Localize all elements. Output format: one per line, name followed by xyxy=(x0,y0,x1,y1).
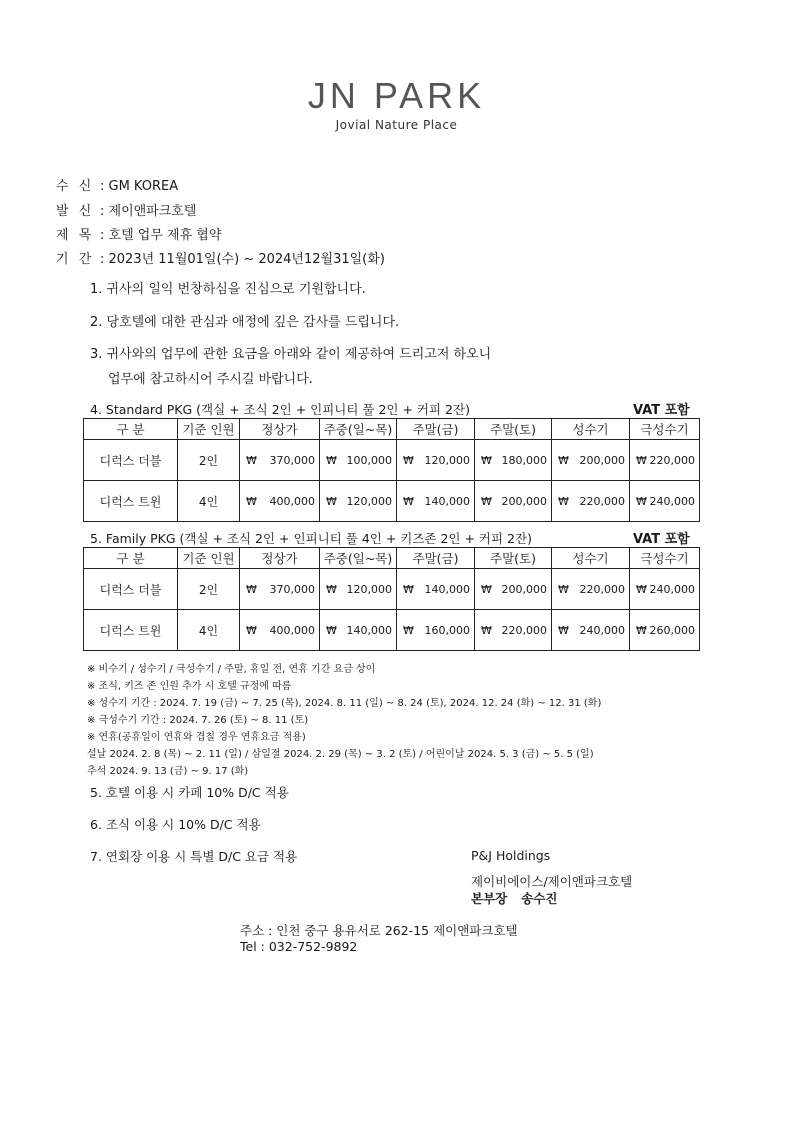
price-value: 370,000 xyxy=(269,453,315,467)
price-value: 160,000 xyxy=(424,623,470,637)
price-value: 400,000 xyxy=(269,494,315,508)
table-header-row xyxy=(84,419,700,440)
price-cell xyxy=(475,481,552,522)
room-type: 디럭스 트윈 xyxy=(84,610,178,651)
signature-title: 본부장 xyxy=(471,891,508,906)
currency-symbol: ₩ xyxy=(481,453,492,467)
price-value: 260,000 xyxy=(649,623,695,637)
price-value: 220,000 xyxy=(501,623,547,637)
price-cell xyxy=(240,481,320,522)
currency-symbol: ₩ xyxy=(326,623,337,637)
price-cell xyxy=(397,440,475,481)
price-value: 240,000 xyxy=(579,623,625,637)
price-value: 120,000 xyxy=(346,582,392,596)
package-title: 4. Standard PKG (객실 + 조식 2인 + 인피니티 풀 2인 + 커피 2잔) xyxy=(90,402,470,417)
price-cell xyxy=(552,610,630,651)
header-value: : 제이앤파크호텔 xyxy=(100,204,197,219)
vat-label: VAT 포함 xyxy=(633,403,690,418)
price-value: 220,000 xyxy=(579,582,625,596)
currency-symbol: ₩ xyxy=(481,623,492,637)
capacity: 2인 xyxy=(178,569,240,610)
header-key: 제 목 xyxy=(56,228,95,243)
currency-symbol: ₩ xyxy=(558,494,569,508)
price-cell xyxy=(397,569,475,610)
price-cell xyxy=(320,481,397,522)
header-key: 수 신 xyxy=(56,179,95,194)
paragraph-3-continued: 업무에 참고하시어 주시길 바랍니다. xyxy=(108,372,313,387)
price-cell xyxy=(240,569,320,610)
currency-symbol: ₩ xyxy=(403,623,414,637)
capacity: 2인 xyxy=(178,440,240,481)
item-6: 6. 조식 이용 시 10% D/C 적용 xyxy=(90,817,261,832)
col-header: 주말(금) xyxy=(397,419,475,440)
currency-symbol: ₩ xyxy=(636,623,647,637)
price-value: 240,000 xyxy=(649,494,695,508)
price-value: 400,000 xyxy=(269,623,315,637)
header-period xyxy=(56,248,385,267)
header-recipient xyxy=(56,175,178,194)
note-line: ※ 성수기 기간 : 2024. 7. 19 (금) ~ 7. 25 (목), 2024. 8. 11 (일) ~ 8. 24 (토), 2024. 12. 24 (화) ~ 12. 31 (화) xyxy=(87,698,602,709)
currency-symbol: ₩ xyxy=(558,453,569,467)
note-line: 설날 2024. 2. 8 (목) ~ 2. 11 (일) / 삼일절 2024. 2. 29 (목) ~ 3. 2 (토) / 어린이날 2024. 5. 3 (금) ~ 5. 5 (일) xyxy=(87,749,594,760)
price-cell xyxy=(397,481,475,522)
note-line: ※ 비수기 / 성수기 / 극성수기 / 주말, 휴일 전, 연휴 기간 요금 상이 xyxy=(87,664,376,675)
paragraph-3: 3. 귀사와의 업무에 관한 요금을 아래와 같이 제공하여 드리고저 하오니 xyxy=(90,347,492,362)
header-value: : 호텔 업무 제휴 협약 xyxy=(100,228,222,243)
currency-symbol: ₩ xyxy=(636,582,647,596)
item-5: 5. 호텔 이용 시 카페 10% D/C 적용 xyxy=(90,785,289,800)
room-type: 디럭스 더블 xyxy=(84,569,178,610)
price-cell xyxy=(320,569,397,610)
header-key: 기 간 xyxy=(56,252,95,267)
price-cell xyxy=(475,610,552,651)
header-value: : 2023년 11월01일(수) ~ 2024년12월31일(화) xyxy=(100,252,385,267)
col-header: 성수기 xyxy=(552,419,630,440)
price-value: 200,000 xyxy=(501,582,547,596)
currency-symbol: ₩ xyxy=(403,494,414,508)
telephone-line: Tel : 032-752-9892 xyxy=(240,939,358,954)
currency-symbol: ₩ xyxy=(326,494,337,508)
price-value: 220,000 xyxy=(579,494,625,508)
address-line: 주소 : 인천 중구 용유서로 262-15 제이앤파크호텔 xyxy=(240,923,518,938)
paragraph-1: 1. 귀사의 일익 번창하심을 진심으로 기원합니다. xyxy=(90,282,366,297)
col-header: 주말(토) xyxy=(475,548,552,569)
rate-table-family xyxy=(83,547,700,651)
currency-symbol: ₩ xyxy=(326,582,337,596)
header-key: 발 신 xyxy=(56,204,95,219)
price-value: 180,000 xyxy=(501,453,547,467)
col-header: 기준 인원 xyxy=(178,548,240,569)
table-row xyxy=(84,610,700,651)
package-title: 5. Family PKG (객실 + 조식 2인 + 인피니티 풀 4인 + 키즈존 2인 + 커피 2잔) xyxy=(90,531,532,546)
price-cell xyxy=(475,569,552,610)
col-header: 정상가 xyxy=(240,548,320,569)
price-value: 140,000 xyxy=(346,623,392,637)
col-header: 주말(금) xyxy=(397,548,475,569)
price-cell xyxy=(240,610,320,651)
price-cell xyxy=(320,440,397,481)
price-cell xyxy=(630,610,700,651)
logo-wordmark: JN PARK xyxy=(307,75,486,116)
vat-label: VAT 포함 xyxy=(633,532,690,547)
item-7: 7. 연회장 이용 시 특별 D/C 요금 적용 xyxy=(90,849,298,864)
col-header: 정상가 xyxy=(240,419,320,440)
header-value: : GM KOREA xyxy=(100,179,179,194)
price-value: 240,000 xyxy=(649,582,695,596)
note-line: ※ 극성수기 기간 : 2024. 7. 26 (토) ~ 8. 11 (토) xyxy=(87,715,309,726)
col-header: 성수기 xyxy=(552,548,630,569)
price-cell xyxy=(397,610,475,651)
col-header: 기준 인원 xyxy=(178,419,240,440)
price-value: 200,000 xyxy=(501,494,547,508)
currency-symbol: ₩ xyxy=(481,494,492,508)
logo xyxy=(0,76,793,132)
price-value: 140,000 xyxy=(424,494,470,508)
price-value: 370,000 xyxy=(269,582,315,596)
currency-symbol: ₩ xyxy=(246,582,257,596)
col-header: 주말(토) xyxy=(475,419,552,440)
price-cell xyxy=(630,569,700,610)
currency-symbol: ₩ xyxy=(403,453,414,467)
capacity: 4인 xyxy=(178,610,240,651)
currency-symbol: ₩ xyxy=(326,453,337,467)
price-value: 120,000 xyxy=(346,494,392,508)
price-cell xyxy=(630,440,700,481)
rate-table-standard xyxy=(83,418,700,522)
currency-symbol: ₩ xyxy=(558,623,569,637)
table-header-row xyxy=(84,548,700,569)
price-value: 120,000 xyxy=(424,453,470,467)
capacity: 4인 xyxy=(178,481,240,522)
currency-symbol: ₩ xyxy=(636,453,647,467)
currency-symbol: ₩ xyxy=(481,582,492,596)
logo-tagline: Jovial Nature Place xyxy=(335,118,458,132)
price-cell xyxy=(320,610,397,651)
room-type: 디럭스 더블 xyxy=(84,440,178,481)
signature-company: P&J Holdings xyxy=(471,848,551,863)
signature-hotel: 제이비에이스/제이앤파크호텔 xyxy=(471,874,633,889)
price-cell xyxy=(475,440,552,481)
price-value: 200,000 xyxy=(579,453,625,467)
col-header: 주중(일~목) xyxy=(320,548,397,569)
table-row xyxy=(84,440,700,481)
price-cell xyxy=(552,481,630,522)
col-header: 주중(일~목) xyxy=(320,419,397,440)
price-cell xyxy=(630,481,700,522)
currency-symbol: ₩ xyxy=(246,494,257,508)
currency-symbol: ₩ xyxy=(636,494,647,508)
price-value: 140,000 xyxy=(424,582,470,596)
price-cell xyxy=(552,440,630,481)
currency-symbol: ₩ xyxy=(246,453,257,467)
price-cell xyxy=(240,440,320,481)
col-header: 구 분 xyxy=(84,548,178,569)
header-subject xyxy=(56,224,221,243)
col-header: 극성수기 xyxy=(630,419,700,440)
table-row xyxy=(84,569,700,610)
col-header: 구 분 xyxy=(84,419,178,440)
room-type: 디럭스 트윈 xyxy=(84,481,178,522)
paragraph-2: 2. 당호텔에 대한 관심과 애정에 깊은 감사를 드립니다. xyxy=(90,315,400,330)
price-value: 220,000 xyxy=(649,453,695,467)
table-row xyxy=(84,481,700,522)
col-header: 극성수기 xyxy=(630,548,700,569)
price-value: 100,000 xyxy=(346,453,392,467)
currency-symbol: ₩ xyxy=(246,623,257,637)
currency-symbol: ₩ xyxy=(403,582,414,596)
currency-symbol: ₩ xyxy=(558,582,569,596)
note-line: ※ 연휴(공휴일이 연휴와 겹칠 경우 연휴요금 적용) xyxy=(87,732,306,743)
header-sender xyxy=(56,200,196,219)
note-line: ※ 조식, 키즈 존 인원 추가 시 호텔 규정에 따름 xyxy=(87,681,292,692)
note-line: 추석 2024. 9. 13 (금) ~ 9. 17 (화) xyxy=(87,766,249,777)
price-cell xyxy=(552,569,630,610)
signature-name: 송수진 xyxy=(521,891,558,906)
signature-person xyxy=(471,889,557,907)
